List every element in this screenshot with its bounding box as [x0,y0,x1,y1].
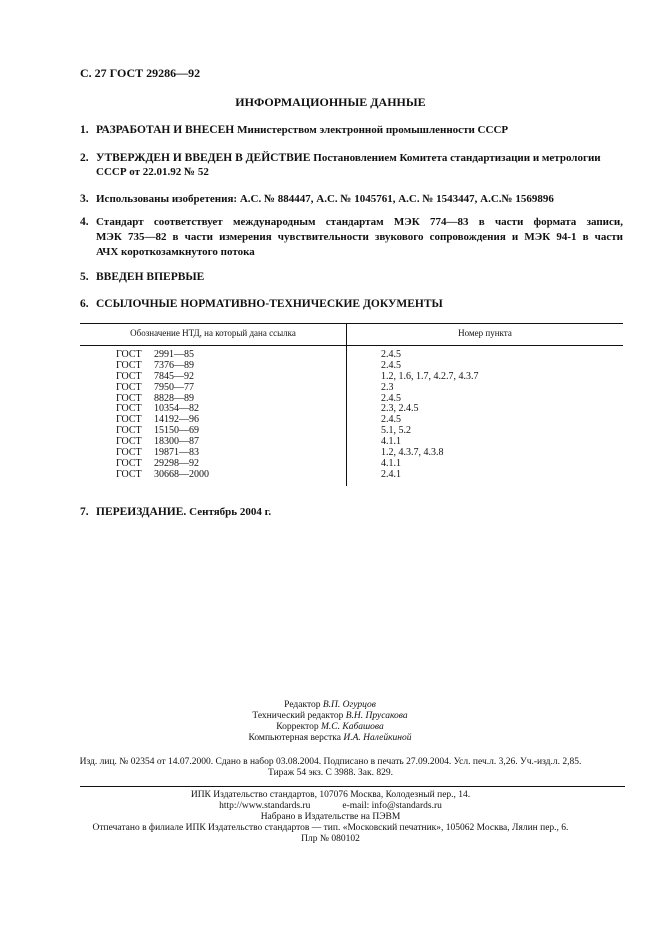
section-number: 1. [80,124,89,136]
section-number: 7. [80,506,89,518]
credit-layout: Компьютерная верстка И.А. Налейкиной [248,733,412,743]
page-header: С. 27 ГОСТ 29286—92 [80,66,201,80]
publisher-block [0,790,661,845]
credits-block [240,700,420,744]
section-label: ПЕРЕИЗДАНИЕ. [96,506,187,518]
table-row: ГОСТ 15150—69 5.1, 5.2 [80,426,623,437]
table-row: ГОСТ 7376—89 2.4.5 [80,361,623,372]
section-number: 6. [80,298,89,310]
section-number: 5. [80,271,89,283]
section-text: Сентябрь 2004 г. [189,506,272,518]
publisher-email[interactable]: e-mail: info@standards.ru [342,801,442,811]
table-header-row [80,324,623,346]
credit-corrector: Корректор М.С. Кабашова [276,722,384,732]
table-row: ГОСТ 2991—85 2.4.5 [80,345,623,360]
section-number: 3. [80,193,89,205]
publisher-contacts [0,801,661,812]
section-number: 2. [80,152,89,164]
table-row: ГОСТ 30668—2000 2.4.1 [80,470,623,486]
credit-tech-editor: Технический редактор В.Н. Прусакова [252,711,408,721]
table-row: ГОСТ 18300—87 4.1.1 [80,437,623,448]
print-info-line2: Тираж 54 экз. С 3988. Зак. 829. [268,768,393,778]
referenced-documents-table [80,323,623,486]
section-text: ССЫЛОЧНЫЕ НОРМАТИВНО-ТЕХНИЧЕСКИЕ ДОКУМЕНТЫ [96,298,443,310]
print-info-line1: Изд. лиц. № 02354 от 14.07.2000. Сдано в набор 03.08.2004. Подписано в печать 27.09.2004. Усл. печ.л. 3,26. Уч.-изд.л. 2,85. [79,757,582,767]
section-4 [80,215,625,261]
publisher-site[interactable]: http://www.standards.ru [219,801,311,811]
publisher-typeset: Набрано в Издательстве на ПЭВМ [260,812,401,822]
table-row: ГОСТ 19871—83 1.2, 4.3.7, 4.3.8 [80,448,623,459]
credit-editor: Редактор В.П. Огурцов [284,700,376,710]
section-text-line2: СССР от 22.01.92 № 52 [96,166,209,178]
page-title: ИНФОРМАЦИОННЫЕ ДАННЫЕ [235,95,426,109]
column-header-items: Номер пункта [347,324,624,346]
section-label: УТВЕРЖДЕН И ВВЕДЕН В ДЕЙСТВИЕ [96,152,311,164]
publisher-address: ИПК Издательство стандартов, 107076 Москва, Колодезный пер., 14. [190,790,471,800]
section-label: РАЗРАБОТАН И ВНЕСЕН [96,124,235,136]
divider [80,786,625,787]
section-text: Постановлением Комитета стандартизации и метрологии [313,152,601,164]
section-text: ВВЕДЕН ВПЕРВЫЕ [96,271,205,283]
column-header-document: Обозначение НТД, на который дана ссылка [80,324,347,346]
table-row: ГОСТ 14192—96 2.4.5 [80,415,623,426]
print-info [0,757,661,779]
publisher-printed: Отпечатано в филиале ИПК Издательство стандартов — тип. «Московский печатник», 105062 Москва, Лялин пер., 6. [92,823,569,833]
section-text-line1: Стандарт соответствует международным стандартам МЭК 774—83 в части формата записи, [96,216,623,228]
table-row: ГОСТ 10354—82 2.3, 2.4.5 [80,404,623,415]
table-row: ГОСТ 7950—77 2.3 [80,383,623,394]
section-text-line2: МЭК 735—82 в части измерения чувствительности звукового сопровождения и МЭК 94-1 в части [96,231,623,243]
section-text: Министерством электронной промышленности СССР [237,124,509,136]
section-text: Использованы изобретения: А.С. № 884447, А.С. № 1045761, А.С. № 1543447, А.С.№ 1569896 [96,193,554,205]
section-text-line3: АЧХ короткозамкнутого потока [96,246,255,258]
table-row: ГОСТ 7845—92 1.2, 1.6, 1.7, 4.2.7, 4.3.7 [80,372,623,383]
table-row: ГОСТ 29298—92 4.1.1 [80,459,623,470]
table-row: ГОСТ 8828—89 2.4.5 [80,394,623,405]
publisher-license: Плр № 080102 [301,834,360,844]
section-number: 4. [80,216,89,228]
section-2 [80,151,625,183]
